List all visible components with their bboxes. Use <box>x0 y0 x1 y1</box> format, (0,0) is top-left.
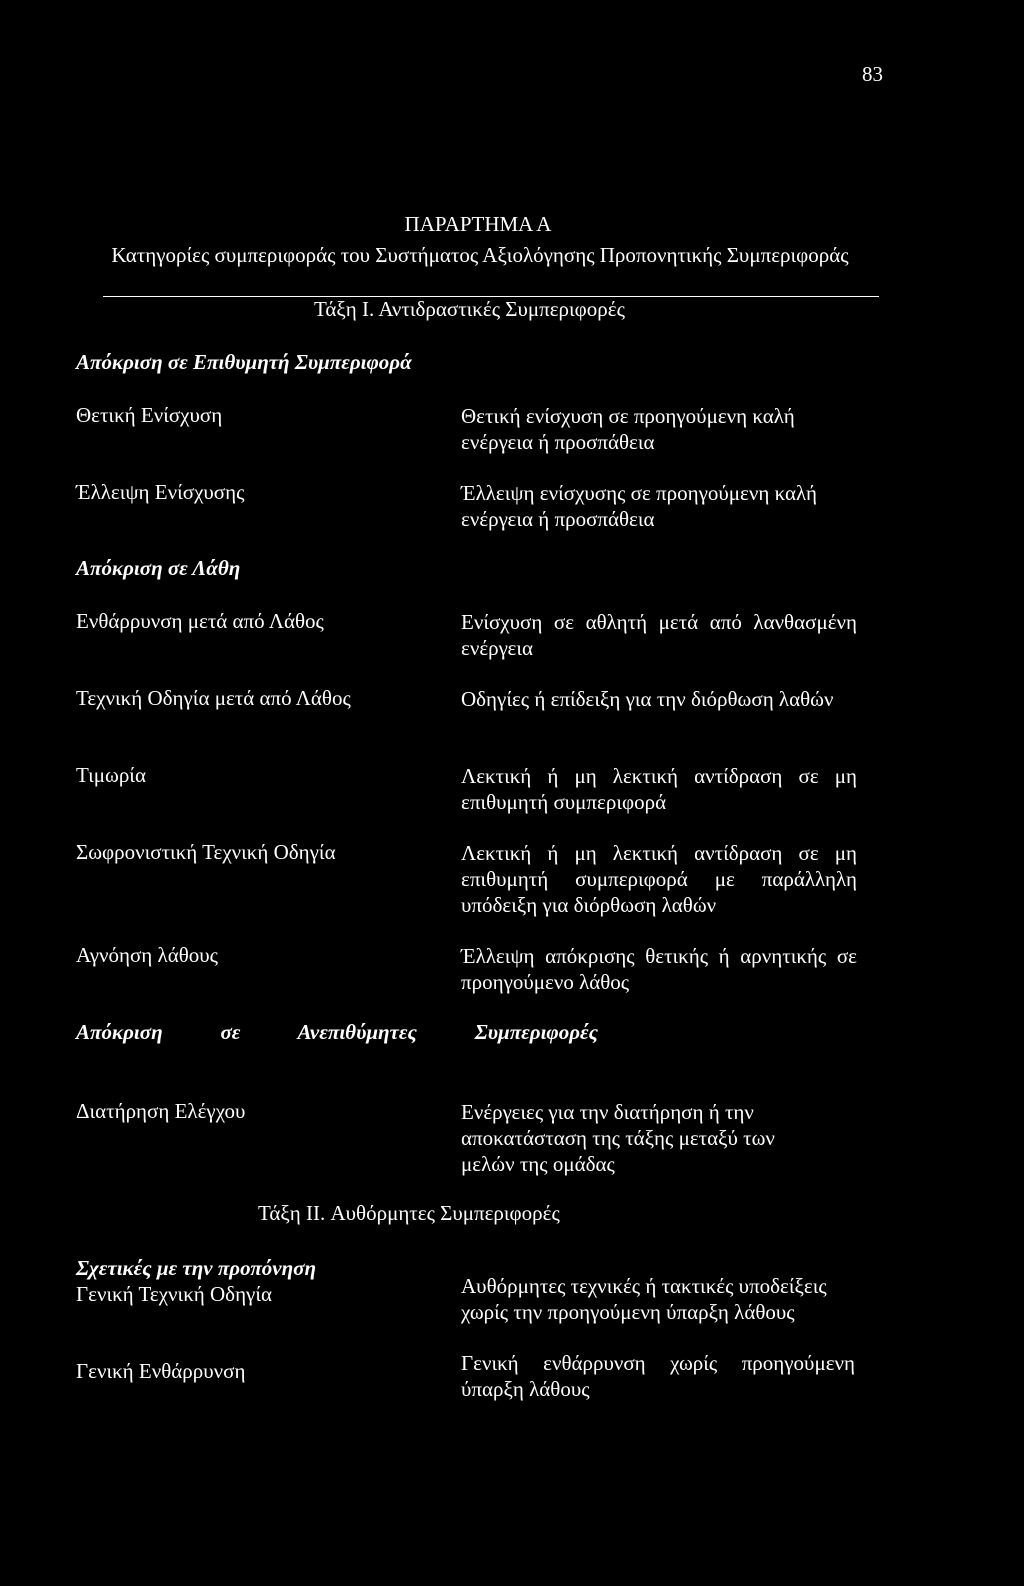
class-one-title: Τάξη Ι. Αντιδραστικές Συμπεριφορές <box>314 297 625 321</box>
definition-encouragement-after-mistake: Ενίσχυση σε αθλητή μετά από λανθασμένη ενέργεια <box>461 610 857 660</box>
definition-lack-of-reinforcement: Έλλειψη ενίσχυσης σε προηγούμενη καλή ενέργεια ή προσπάθεια <box>461 481 817 531</box>
term-general-encouragement: Γενική Ενθάρρυνση <box>76 1359 246 1383</box>
definition-corrective-technical-instruction: Λεκτική ή μη λεκτική αντίδραση σε μη επιθυμητή συμπεριφορά με παράλληλη υπόδειξη για διόρθωση λαθών <box>461 841 857 917</box>
section-heading-desired-behavior: Απόκριση σε Επιθυμητή Συμπεριφορά <box>76 350 412 374</box>
definition-punishment: Λεκτική ή μη λεκτική αντίδραση σε μη επιθυμητή συμπεριφορά <box>461 764 857 814</box>
definition-ignoring-mistakes: Έλλειψη απόκρισης θετικής ή αρνητικής σε προηγούμενο λάθος <box>461 944 857 994</box>
term-general-technical-instruction: Γενική Τεχνική Οδηγία <box>76 1282 272 1306</box>
term-lack-of-reinforcement: Έλλειψη Ενίσχυσης <box>76 480 245 504</box>
definition-technical-instruction-after-mistake: Οδηγίες ή επίδειξη για την διόρθωση λαθών <box>461 687 834 711</box>
class-two-title: Τάξη II. Αυθόρμητες Συμπεριφορές <box>258 1201 560 1225</box>
definition-general-encouragement: Γενική ενθάρρυνση χωρίς προηγούμενη ύπαρξη λάθους <box>461 1351 855 1401</box>
appendix-title: ΠΑΡΑΡΤΗΜΑ Α <box>404 212 552 236</box>
section-heading-training-related: Σχετικές με την προπόνηση <box>76 1256 316 1280</box>
term-ignoring-mistakes: Αγνόηση λάθους <box>76 943 218 967</box>
section-heading-undesired-behaviors: Απόκριση σε Ανεπιθύμητες Συμπεριφορές <box>76 1020 598 1044</box>
term-encouragement-after-mistake: Ενθάρρυνση μετά από Λάθος <box>76 609 324 633</box>
definition-general-technical-instruction: Αυθόρμητες τεχνικές ή τακτικές υποδείξεις χωρίς την προηγούμενη ύπαρξη λάθους <box>461 1274 827 1324</box>
term-keeping-control: Διατήρηση Ελέγχου <box>76 1099 246 1123</box>
term-corrective-technical-instruction: Σωφρονιστική Τεχνική Οδηγία <box>76 840 336 864</box>
definition-keeping-control: Ενέργειες για την διατήρηση ή την αποκατάσταση της τάξης μεταξύ των μελών της ομάδας <box>461 1100 775 1176</box>
term-positive-reinforcement: Θετική Ενίσχυση <box>76 403 223 427</box>
page-number: 83 <box>862 62 883 86</box>
definition-positive-reinforcement: Θετική ενίσχυση σε προηγούμενη καλή ενέργεια ή προσπάθεια <box>461 404 795 454</box>
term-punishment: Τιμωρία <box>76 763 146 787</box>
appendix-subtitle: Κατηγορίες συμπεριφοράς του Συστήματος Αξιολόγησης Προπονητικής Συμπεριφοράς <box>111 243 849 267</box>
term-technical-instruction-after-mistake: Τεχνική Οδηγία μετά από Λάθος <box>76 686 351 710</box>
section-heading-mistakes: Απόκριση σε Λάθη <box>76 556 241 580</box>
